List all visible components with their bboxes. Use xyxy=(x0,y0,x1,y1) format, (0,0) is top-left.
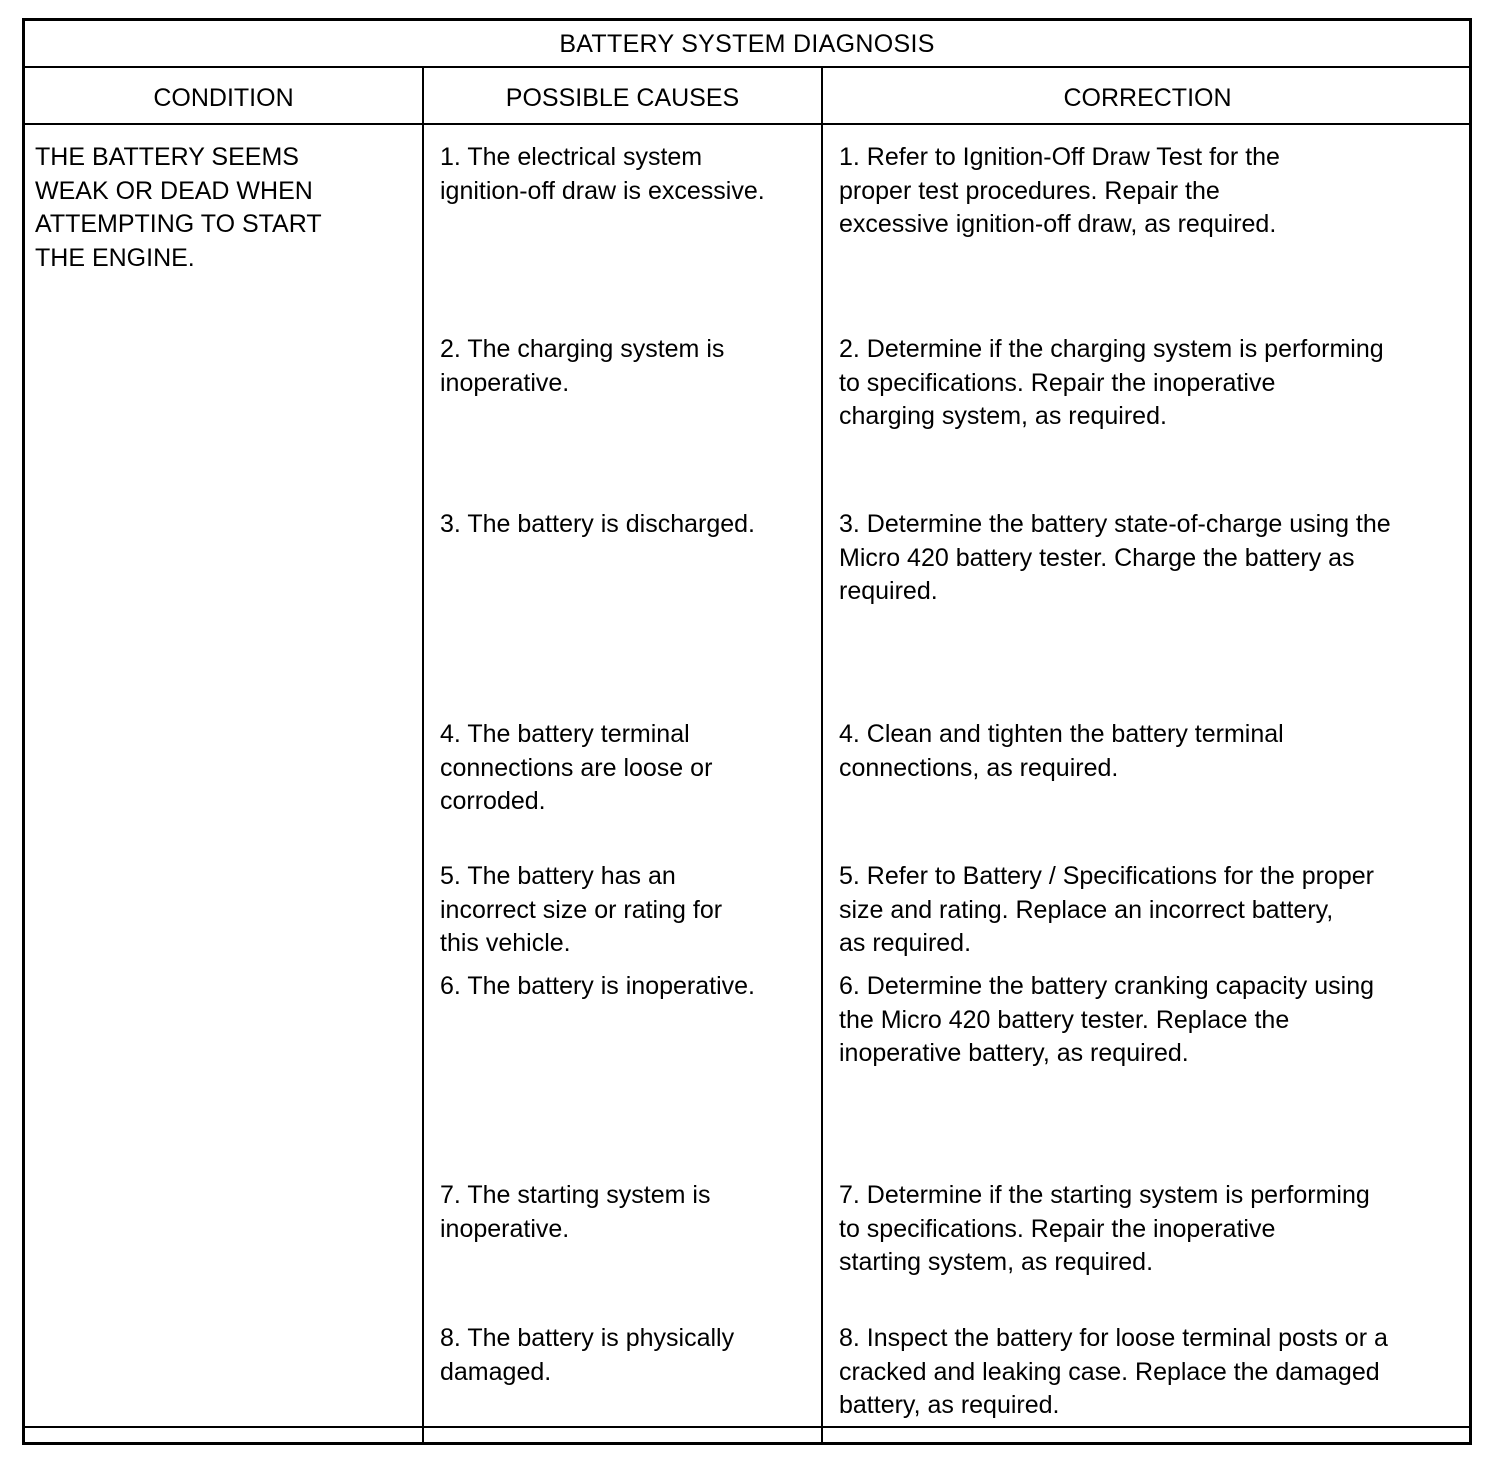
correction-6: 6. Determine the battery cranking capacity using the Micro 420 battery tester. Replace the inoperative battery, as required. xyxy=(839,972,1374,1067)
cause-3: 3. The battery is discharged. xyxy=(440,510,755,538)
cause-5: 5. The battery has an incorrect size or rating for this vehicle. xyxy=(440,862,723,957)
correction-2: 2. Determine if the charging system is performing to specifications. Repair the inoperative charging system, as required. xyxy=(839,335,1384,430)
correction-7: 7. Determine if the starting system is performing to specifications. Repair the inoperative starting system, as required. xyxy=(839,1181,1370,1276)
correction-3: 3. Determine the battery state-of-charge using the Micro 420 battery tester. Charge the battery as required. xyxy=(839,510,1391,605)
cause-4: 4. The battery terminal connections are loose or corroded. xyxy=(440,720,713,815)
header-condition: CONDITION xyxy=(153,83,294,112)
correction-4: 4. Clean and tighten the battery terminal connections, as required. xyxy=(839,720,1284,782)
cause-6: 6. The battery is inoperative. xyxy=(440,972,755,1000)
correction-8: 8. Inspect the battery for loose terminal posts or a cracked and leaking case. Replace the damaged battery, as required. xyxy=(839,1324,1388,1419)
cause-2: 2. The charging system is inoperative. xyxy=(440,335,725,397)
column-divider-1 xyxy=(422,66,424,1445)
cause-7: 7. The starting system is inoperative. xyxy=(440,1181,711,1243)
diagnosis-table xyxy=(22,18,1472,1445)
condition-text: THE BATTERY SEEMS WEAK OR DEAD WHEN ATTEMPTING TO START THE ENGINE. xyxy=(35,143,322,272)
header-correction: CORRECTION xyxy=(1063,83,1232,112)
column-divider-2 xyxy=(821,66,823,1445)
header-possible-causes: POSSIBLE CAUSES xyxy=(505,83,740,112)
correction-5: 5. Refer to Battery / Specifications for the proper size and rating. Replace an incorrect battery, as required. xyxy=(839,862,1374,957)
cause-8: 8. The battery is physically damaged. xyxy=(440,1324,735,1386)
footer-divider xyxy=(25,1426,1469,1428)
correction-1: 1. Refer to Ignition-Off Draw Test for the proper test procedures. Repair the excessive ignition-off draw, as required. xyxy=(839,143,1280,238)
table-title: BATTERY SYSTEM DIAGNOSIS xyxy=(559,29,935,58)
cause-1: 1. The electrical system ignition-off draw is excessive. xyxy=(440,143,765,205)
